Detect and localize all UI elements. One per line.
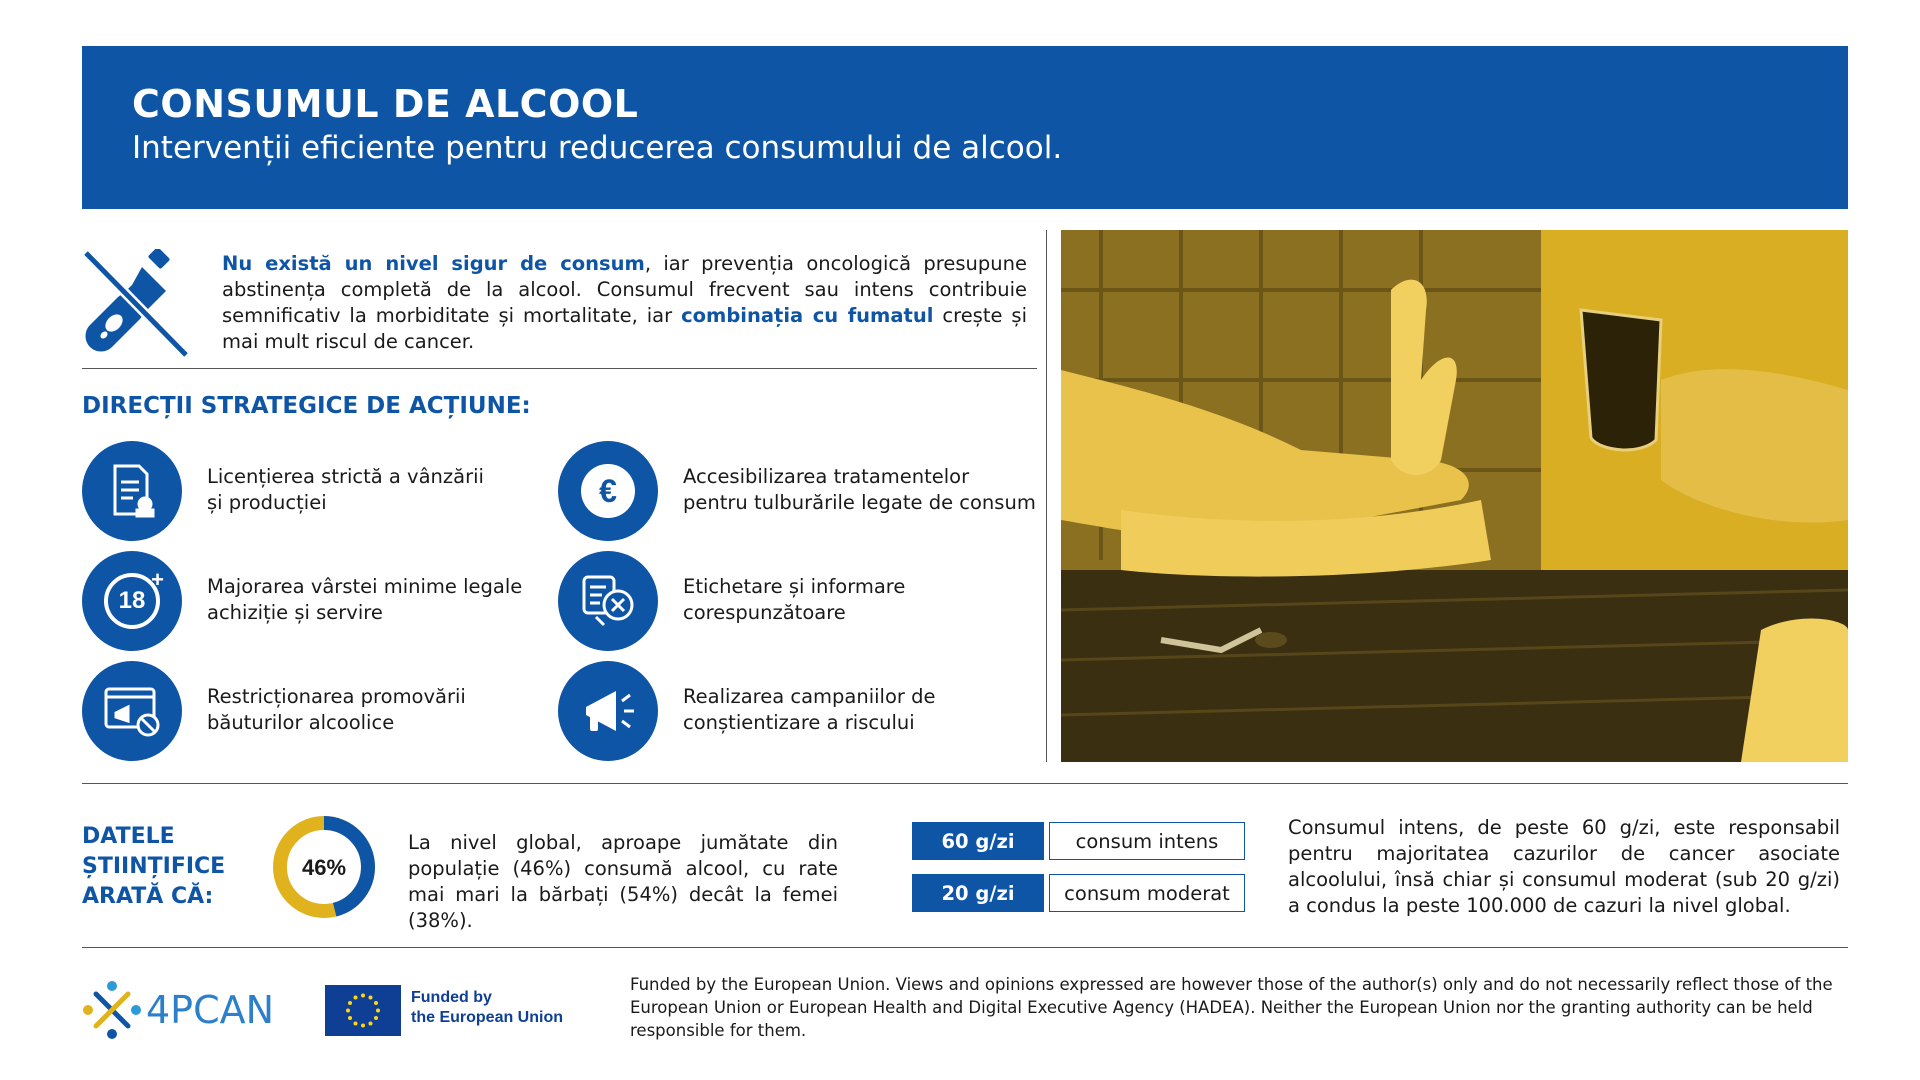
direction-item-licensing [82,441,542,541]
direction-text [683,574,1023,626]
direction-line-1: Majorarea vârstei minime legale [207,575,523,598]
direction-text [683,464,1043,516]
science-text: La nivel global, aproape jumătate din populație (46%) consumă alcool, cu rate mai mari la bărbați (54%) decât la femei (38%). [408,831,838,932]
directions-title: DIRECȚII STRATEGICE DE ACȚIUNE: [82,393,531,419]
moderate-label-tag: consum moderat [1049,874,1245,912]
direction-item-labeling [558,551,1018,651]
eu-star [374,1016,378,1020]
eu-star [346,1009,350,1013]
divider-data [82,783,1848,784]
intro-bold-1: Nu există un nivel sigur de consum [222,252,645,275]
age-label: 18 [118,587,146,614]
divider-footer [82,947,1848,948]
eu-star [348,1016,352,1020]
direction-line-2: pentru tulburările legate de consum [683,491,1036,514]
moderate-value-tag: 20 g/zi [912,874,1044,912]
direction-line-2: corespunzătoare [683,601,846,624]
eu-flag-icon [325,985,401,1036]
direction-line-1: Restricționarea promovării [207,685,466,708]
megaphone-icon [558,661,658,761]
no-alcohol-icon [82,249,190,359]
direction-line-1: Accesibilizarea tratamentelor [683,465,970,488]
direction-text [207,574,547,626]
intense-label-tag: consum intens [1049,822,1245,860]
direction-text [207,464,547,516]
divider-intro [82,368,1037,369]
eu-star [374,1001,378,1005]
direction-line-1: Etichetare și informare [683,575,906,598]
direction-line-2: băuturilor alcoolice [207,711,395,734]
eu-funding-logo [325,985,585,1037]
direction-text [683,684,1023,736]
direction-item-promotion [82,661,542,761]
intense-value-tag: 60 g/zi [912,822,1044,860]
plus-icon: + [151,567,164,592]
direction-item-age [82,551,542,651]
direction-text [207,684,547,736]
age-18-plus-icon [82,551,182,651]
science-label-line-3: ARATĂ CĂ: [82,884,214,909]
intro-section [82,245,1037,365]
intro-text-2: crește și mai mult riscul de cancer. [222,304,1028,353]
disclaimer: Funded by the European Union. Views and opinions expressed are however those of the author(s) only and do not necessarily reflect those of the European Union or European Health and Digital Executive Agency (HADEA). Neither the European Union nor the granting authority can be held responsible for them. [630,975,1833,1040]
eu-star [354,996,358,1000]
eu-star [369,996,373,1000]
intro-paragraph [222,251,1027,355]
eu-star [354,1021,358,1025]
direction-line-1: Licențierea strictă a vânzării [207,465,484,488]
4pcan-logo-icon [82,980,142,1040]
eu-funding-text [411,988,563,1028]
4pcan-logo [82,980,282,1040]
4pcan-logo-text: 4PCAN [146,988,275,1032]
eu-star [369,1021,373,1025]
intro-bold-2: combinația cu fumatul [681,304,934,327]
direction-item-campaigns [558,661,1018,761]
direction-line-1: Realizarea campaniilor de [683,685,936,708]
euro-symbol: € [581,464,635,518]
direction-item-treatment [558,441,1036,541]
percent-donut [272,815,376,919]
science-label-line-1: DATELE [82,824,175,849]
science-label [82,822,225,912]
consumption-text: Consumul intens, de peste 60 g/zi, este responsabil pentru majoritatea cazurilor de cancer asociate alcoolului, însă chiar și consumul moderat (sub 20 g/zi) a condus la peste 100.000 de cazuri la nivel global. [1288,816,1840,917]
eu-star [361,1024,365,1028]
eu-funding-line-1: Funded by [411,989,492,1006]
ad-ban-icon [82,661,182,761]
euro-icon [558,441,658,541]
eu-star [361,994,365,998]
header-banner [82,46,1848,209]
intro-text-1: , iar prevenția oncologică presupune abstinența completă de la alcool. Consumul frecvent sau intens contribuie semnificativ la morbiditate și mortalitate, iar [222,252,1027,327]
eu-funding-line-2: the European Union [411,1009,563,1026]
label-info-icon [558,551,658,651]
license-document-icon [82,441,182,541]
direction-line-2: și producției [207,491,327,514]
donut-label: 46% [301,855,347,880]
vertical-divider [1046,230,1047,762]
direction-line-2: achiziție și servire [207,601,383,624]
science-label-line-2: ȘTIINȚIFICE [82,854,226,879]
page-title: CONSUMUL DE ALCOOL [132,82,639,126]
page-subtitle: Intervenții eficiente pentru reducerea consumului de alcool. [132,130,1063,166]
eu-star [348,1001,352,1005]
eu-star [376,1009,380,1013]
age-badge [104,567,164,629]
direction-line-2: conștientizare a riscului [683,711,915,734]
refusing-drink-photo [1061,230,1848,762]
